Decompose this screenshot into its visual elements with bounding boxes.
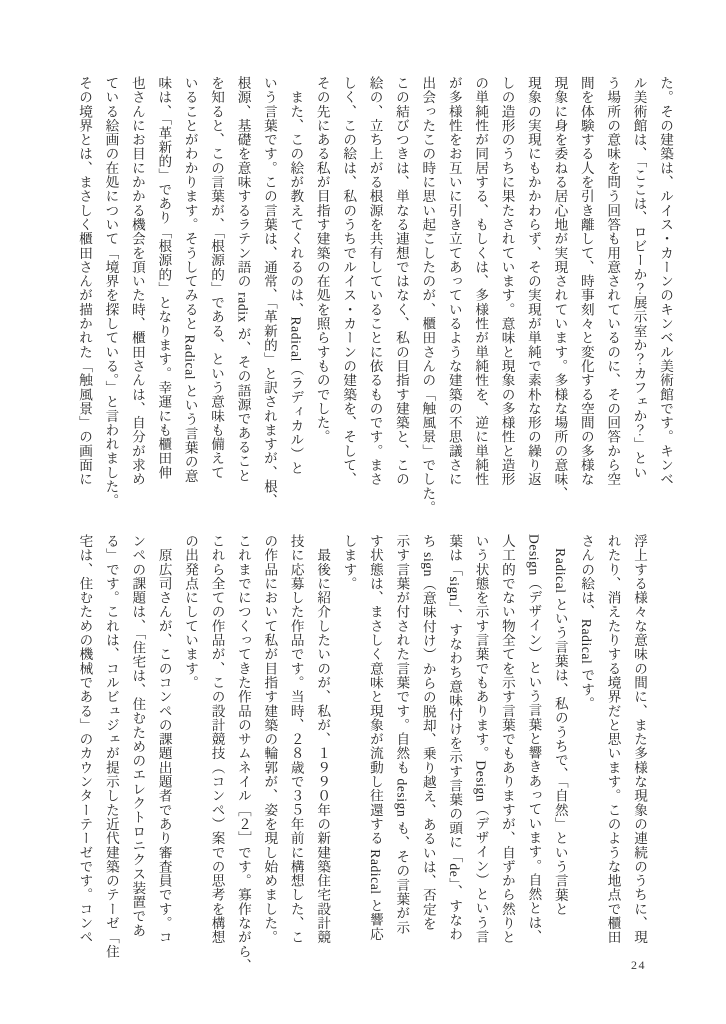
text-column: 間を体験する人を引き離して、時事刻々と変化する空間の多様な [578, 76, 594, 487]
text-column: う場所の意味を問う回答も用意されているのに、その回答から空 [605, 76, 621, 487]
text-column: ている絵画の在処について「境界を探している。」と言われました。 [103, 76, 119, 508]
text-column: 浮上する様々な意味の間に、また多様な現象の連続のうちに、現 [632, 534, 647, 945]
text-column: 宅は、住むための機械である」のカウンターテーゼです。コンペ [77, 534, 93, 945]
text-column: 人工的でない物全てを示す言葉でもありますが、自ずから然りと [499, 534, 515, 945]
text-column: 絵の、立ち上がる根源を共有していることに依るものです。まさ [367, 76, 383, 487]
text-column: 原広司さんが、このコンペの課題出題者であり審査員です。コ [156, 534, 172, 945]
text-column: 味は、「革新的」であり「根源的」となります。幸運にも櫃田伸 [156, 76, 172, 480]
text-column: す状態は、まさしく意味と現象が流動し往還する Radical と響応 [367, 534, 383, 942]
text-column: 葉は「sign」、すなわち意味付けを示す言葉の頭に「de」、すなわ [447, 534, 463, 942]
text-column: 根源、基礎を意味するラテン語の radix が、その語源であること [235, 76, 251, 483]
text-column: 最後に紹介したいのが、私が、１９９０年の新建築住宅設計競 [315, 534, 331, 945]
text-column: これまでにつくってきた作品のサムネイル［２］です。寡作ながら、 [235, 534, 251, 973]
text-column: る」です。これは、コルビュジェが提示した近代建築のテーゼ「住 [103, 534, 119, 959]
text-column: 現象の実現にもかかわらず、その実現が単純で素朴な形の繰り返 [525, 76, 541, 487]
text-column: た。その建築は、ルイス・カーンのキンベル美術館です。キンベ [658, 76, 673, 487]
text-column: いう言葉です。この言葉は、通常、「革新的」と訳されますが、根、 [261, 76, 277, 508]
text-column: これら全ての作品が、この設計競技（コンペ）案での思考を構想 [209, 534, 225, 945]
page-number: 24 [631, 958, 646, 972]
text-column: ル美術館は、「ここは、ロビーか？展示室か？カフェか？」とい [631, 76, 647, 480]
text-column: れたり、消えたりする境界だと思います。このような地点で櫃田 [605, 534, 621, 945]
text-column: また、この絵が教えてくれるのは、Radical（ラディカル）と [288, 76, 304, 476]
text-column: いることがわかります。そうしてみると Radical という言葉の意 [182, 76, 198, 484]
text-column: 出会ったこの時に思い起こしたのが、櫃田さんの「触風景」でした。 [420, 76, 436, 515]
text-column: さんの絵は、Radical です。 [579, 534, 595, 711]
text-column: この結びつきは、単なる連想ではなく、私の目指す建築と、この [393, 76, 409, 487]
text-column: その先にある私が目指す建築の在処を照らすものでした。 [314, 76, 330, 444]
text-column: します。 [341, 534, 357, 591]
text-column: しの造形のうちに果たされています。意味と現象の多様性と造形 [499, 76, 515, 487]
text-column: 示す言葉が付された言葉です。自然も design も、その言葉が示 [394, 534, 410, 935]
text-column: 現象に身を委ねる居心地が実現されています。多様な場所の意味、 [552, 76, 568, 501]
text-column: ち sign（意味付け）からの脱却、乗り越え、あるいは、否定を [420, 534, 436, 931]
text-column: Radical という言葉は、私のうちで、「自然」という言葉と [552, 534, 568, 917]
text-column: しく、この絵は、私のうちでルイス・カーンの建築を、そして、 [341, 76, 357, 487]
text-column: が多様性をお互いに引き立てあっているような建築の不思議さに [446, 76, 462, 487]
text-column: の単純性が同居する、もしくは、多様性が単純性を、逆に単純性 [473, 76, 489, 487]
text-column: の作品において私が目指す建築の輪郭が、姿を現し始めました。 [262, 534, 278, 945]
text-column: を知ると、この言葉が、「根源的」である、という意味も備えて [209, 76, 225, 480]
text-column: その境界とは、まさしく櫃田さんが描かれた「触風景」の画面に [77, 76, 93, 487]
upper-text-block [71, 76, 678, 515]
text-column: いう状態を示す言葉でもあります。Design（デザイン）という言 [473, 534, 489, 944]
text-column: Design（デザイン）という言葉と響きあっています。自然とは、 [526, 534, 542, 944]
text-column: 也さんにお目にかかる機会を頂いた時、櫃田さんは、自分が求め [129, 76, 145, 487]
text-column: の出発点にしています。 [183, 534, 199, 690]
text-column: 技に応募した作品です。当時、２８歳で３５年前に構想した、こ [288, 534, 304, 945]
text-column: ンペの課題は、「住宅は、住むためのエレクトロニクス装置であ [130, 534, 146, 938]
